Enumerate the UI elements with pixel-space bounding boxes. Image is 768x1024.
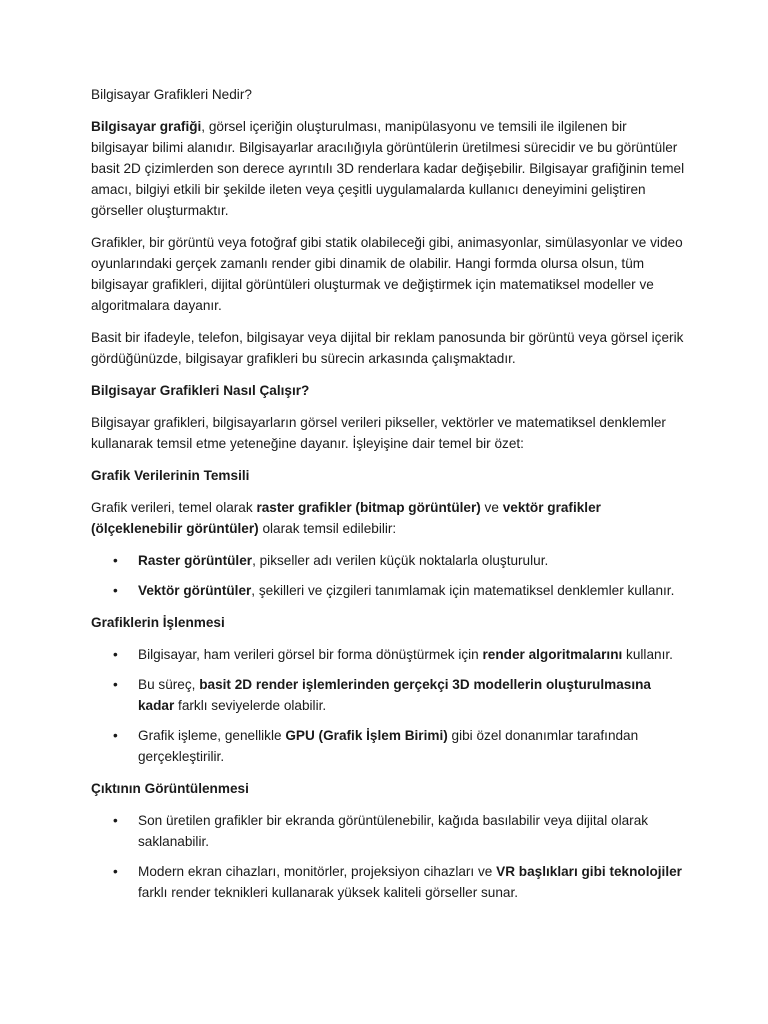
list-item-text: Bilgisayar, ham verileri görsel bir forma dönüştürmek için [138, 647, 483, 662]
list-item-text: Bu süreç, [138, 677, 200, 692]
list-item-text: Grafik işleme, genellikle [138, 728, 286, 743]
repr-bold-vector: vektör grafikler (ölçeklenebilir görüntüler) [91, 500, 601, 536]
list-item-bold: render algoritmalarını [482, 647, 623, 662]
bullet-icon: • [113, 813, 118, 828]
heading-how-it-works: Bilgisayar Grafikleri Nasıl Çalışır? [91, 383, 310, 398]
list-item-text: Son üretilen grafikler bir ekranda görüntülenebilir, kağıda basılabilir veya dijital olarak saklanabilir. [138, 813, 649, 849]
document-page [91, 84, 685, 914]
bullet-icon: • [113, 864, 118, 879]
list-data-representation [91, 550, 685, 601]
intro-paragraph [91, 116, 685, 221]
paragraph-how-it-works: Bilgisayar grafikleri, bilgisayarların görsel verileri pikseller, vektörler ve matematiksel denklemler kullanarak temsil etme yeteneğine dayanır. İşleyişine dair temel bir özet: [91, 415, 666, 451]
bullet-icon: • [113, 677, 118, 692]
list-output [91, 810, 685, 903]
list-item [91, 861, 685, 903]
list-item-bold: GPU (Grafik İşlem Birimi) [285, 728, 448, 743]
intro-text: , görsel içeriğin oluşturulması, manipülasyonu ve temsili ile ilgilenen bir bilgisayar bilimi alanıdır. Bilgisayarlar aracılığıyla görüntülerin üretilmesi sürecidir ve bu görüntüler basit 2D çizimlerden son derece ayrıntılı 3D renderlara kadar değişebilir. Bilgisayar grafiğinin temel amacı, bilgiyi etkili bir şekilde ileten veya çeşitli uygulamalarda kullanıcı deneyimini geliştiren görseller oluşturmaktır. [91, 119, 685, 218]
heading-output: Çıktının Görüntülenmesi [91, 781, 249, 796]
repr-text-a: Grafik verileri, temel olarak [91, 500, 257, 515]
repr-text-c: ve [480, 500, 503, 515]
bullet-icon: • [113, 647, 118, 662]
bullet-icon: • [113, 553, 118, 568]
list-item-text: kullanır. [622, 647, 673, 662]
list-item [91, 580, 685, 601]
paragraph-2: Grafikler, bir görüntü veya fotoğraf gibi statik olabileceği gibi, animasyonlar, simülasyonlar ve video oyunlarındaki gerçek zamanlı render gibi dinamik de olabilir. Hangi formda olursa olsun, tüm bilgisayar grafikleri, dijital görüntüleri oluşturmak ve değiştirmek için matematiksel modeller ve algoritmalara dayanır. [91, 235, 683, 313]
list-item-bold: Raster görüntüler [138, 553, 253, 568]
repr-text-e: olarak temsil edilebilir: [258, 521, 397, 536]
document-title: Bilgisayar Grafikleri Nedir? [91, 87, 252, 102]
repr-bold-raster: raster grafikler (bitmap görüntüler) [256, 500, 481, 515]
list-processing [91, 644, 685, 767]
list-item-text: farklı render teknikleri kullanarak yüksek kaliteli görseller sunar. [138, 885, 519, 900]
list-item [91, 810, 685, 852]
list-item [91, 725, 685, 767]
list-item-text: gibi özel donanımlar tarafından gerçekleştirilir. [138, 728, 639, 764]
list-item-text: Modern ekran cihazları, monitörler, projeksiyon cihazları ve [138, 864, 497, 879]
bullet-icon: • [113, 583, 118, 598]
list-item [91, 644, 685, 665]
list-item-bold: basit 2D render işlemlerinden gerçekçi 3D modellerin oluşturulmasına kadar [138, 677, 651, 713]
heading-processing: Grafiklerin İşlenmesi [91, 615, 225, 630]
list-item-bold: Vektör görüntüler [138, 583, 252, 598]
intro-term: Bilgisayar grafiği [91, 119, 202, 134]
list-item [91, 674, 685, 716]
heading-data-representation: Grafik Verilerinin Temsili [91, 468, 250, 483]
list-item-text: farklı seviyelerde olabilir. [174, 698, 327, 713]
list-item-text: , şekilleri ve çizgileri tanımlamak için matematiksel denklemler kullanır. [251, 583, 675, 598]
paragraph-data-representation [91, 497, 685, 539]
list-item-bold: VR başlıkları gibi teknolojiler [496, 864, 682, 879]
list-item-text: , pikseller adı verilen küçük noktalarla oluşturulur. [252, 553, 549, 568]
bullet-icon: • [113, 728, 118, 743]
paragraph-3: Basit bir ifadeyle, telefon, bilgisayar veya dijital bir reklam panosunda bir görüntü veya görsel içerik gördüğünüzde, bilgisayar grafikleri bu sürecin arkasında çalışmaktadır. [91, 330, 684, 366]
list-item [91, 550, 685, 571]
